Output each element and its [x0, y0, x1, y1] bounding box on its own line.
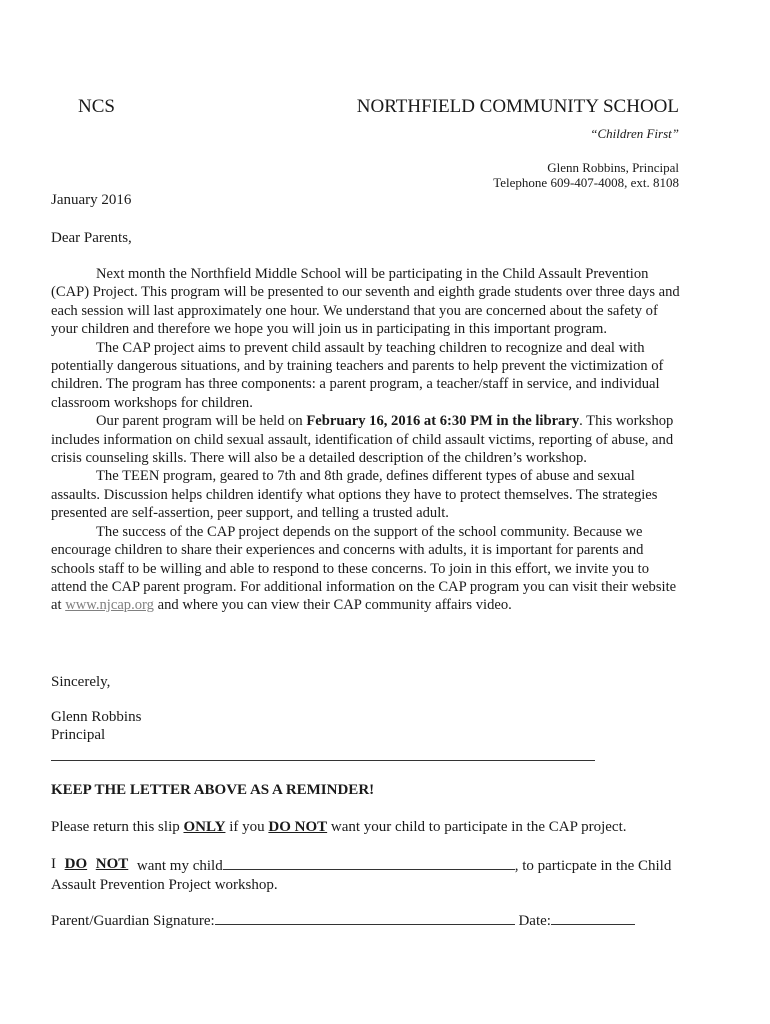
signer-name: Glenn Robbins	[51, 709, 142, 725]
consent-want-text: want my child	[136, 858, 223, 874]
school-motto: “Children First”	[590, 126, 679, 141]
only-emphasis: ONLY	[183, 819, 226, 835]
reminder-heading: KEEP THE LETTER ABOVE AS A REMINDER!	[51, 782, 375, 798]
return-instruction	[51, 819, 627, 836]
date-field[interactable]	[551, 910, 635, 925]
paragraph-5-end: and where you can view their CAP community affairs video.	[153, 597, 512, 614]
parent-signature-row	[51, 910, 635, 930]
divider-line	[51, 760, 595, 761]
paragraph-5-start: The success of the CAP project depends on the support of the school community. Because we encourage children to share their experiences and concerns with adults, it is important for parents and schools staff to be willing and able to respond to these concerns. To join in this effort, we invite you to attend the CAP parent program. For additional information on the CAP program you can visit their website at	[51, 523, 677, 614]
salutation: Dear Parents,	[51, 230, 132, 246]
date-label: Date:	[518, 913, 551, 929]
consent-do: DO	[64, 856, 88, 872]
school-name: NORTHFIELD COMMUNITY SCHOOL	[356, 96, 679, 117]
paragraph-3	[51, 412, 680, 467]
principal-line: Glenn Robbins, Principal	[547, 160, 679, 175]
return-text-a: Please return this slip	[51, 819, 184, 835]
paragraph-2: The CAP project aims to prevent child assault by teaching children to recognize and deal with potentially dangerous situations, and by training teachers and parents to help prevent the victimization of children. The program has three components: a parent program, a teacher/staff in service, and individual classroom workshops for children.	[51, 339, 664, 411]
school-abbreviation: NCS	[78, 96, 115, 117]
paragraph-3-start: Our parent program will be held on	[96, 413, 307, 430]
letter-body	[51, 265, 680, 615]
consent-to-text: , to particpate in the Child	[514, 858, 672, 874]
paragraph-3-end: . This workshop includes information on child sexual assault, identification of child assault victims, reporting of abuse, and crisis counseling skills. There will also be a detailed description of the children’s workshop.	[51, 413, 674, 467]
consent-not: NOT	[95, 856, 129, 872]
return-text-b: if you	[225, 819, 269, 835]
consent-statement	[51, 855, 680, 894]
letter-date: January 2016	[51, 192, 132, 208]
parent-signature-field[interactable]	[215, 910, 515, 925]
paragraph-1: Next month the Northfield Middle School will be participating in the Child Assault Prevention (CAP) Project. This program will be presented to our seventh and eighth grade students over three days and each session will last approximately one hour. We understand that you are concerned about the safety of your children and therefore we hope you will join us in participating in this important program.	[51, 266, 680, 338]
return-text-c: want your child to participate in the CAP project.	[327, 819, 627, 835]
consent-line-2: Assault Prevention Project workshop.	[51, 876, 278, 893]
event-date-time: February 16, 2016 at 6:30 PM in the library	[306, 413, 580, 430]
parent-signature-label: Parent/Guardian Signature:	[51, 913, 215, 929]
consent-want-my-child	[137, 855, 671, 876]
website-link[interactable]: www.njcap.org	[65, 597, 154, 614]
closing: Sincerely,	[51, 674, 111, 690]
child-name-field[interactable]	[223, 855, 515, 870]
do-not-emphasis: DO NOT	[268, 819, 328, 835]
paragraph-4: The TEEN program, geared to 7th and 8th grade, defines different types of abuse and sexual assaults. Discussion helps children identify what options they have to protect themselves. The strategies presented are self-assertion, peer support, and telling a trusted adult.	[51, 468, 658, 522]
signer-title: Principal	[51, 727, 106, 743]
paragraph-5	[51, 523, 680, 615]
consent-i: I	[51, 856, 56, 872]
phone-line: Telephone 609-407-4008, ext. 8108	[493, 175, 679, 190]
